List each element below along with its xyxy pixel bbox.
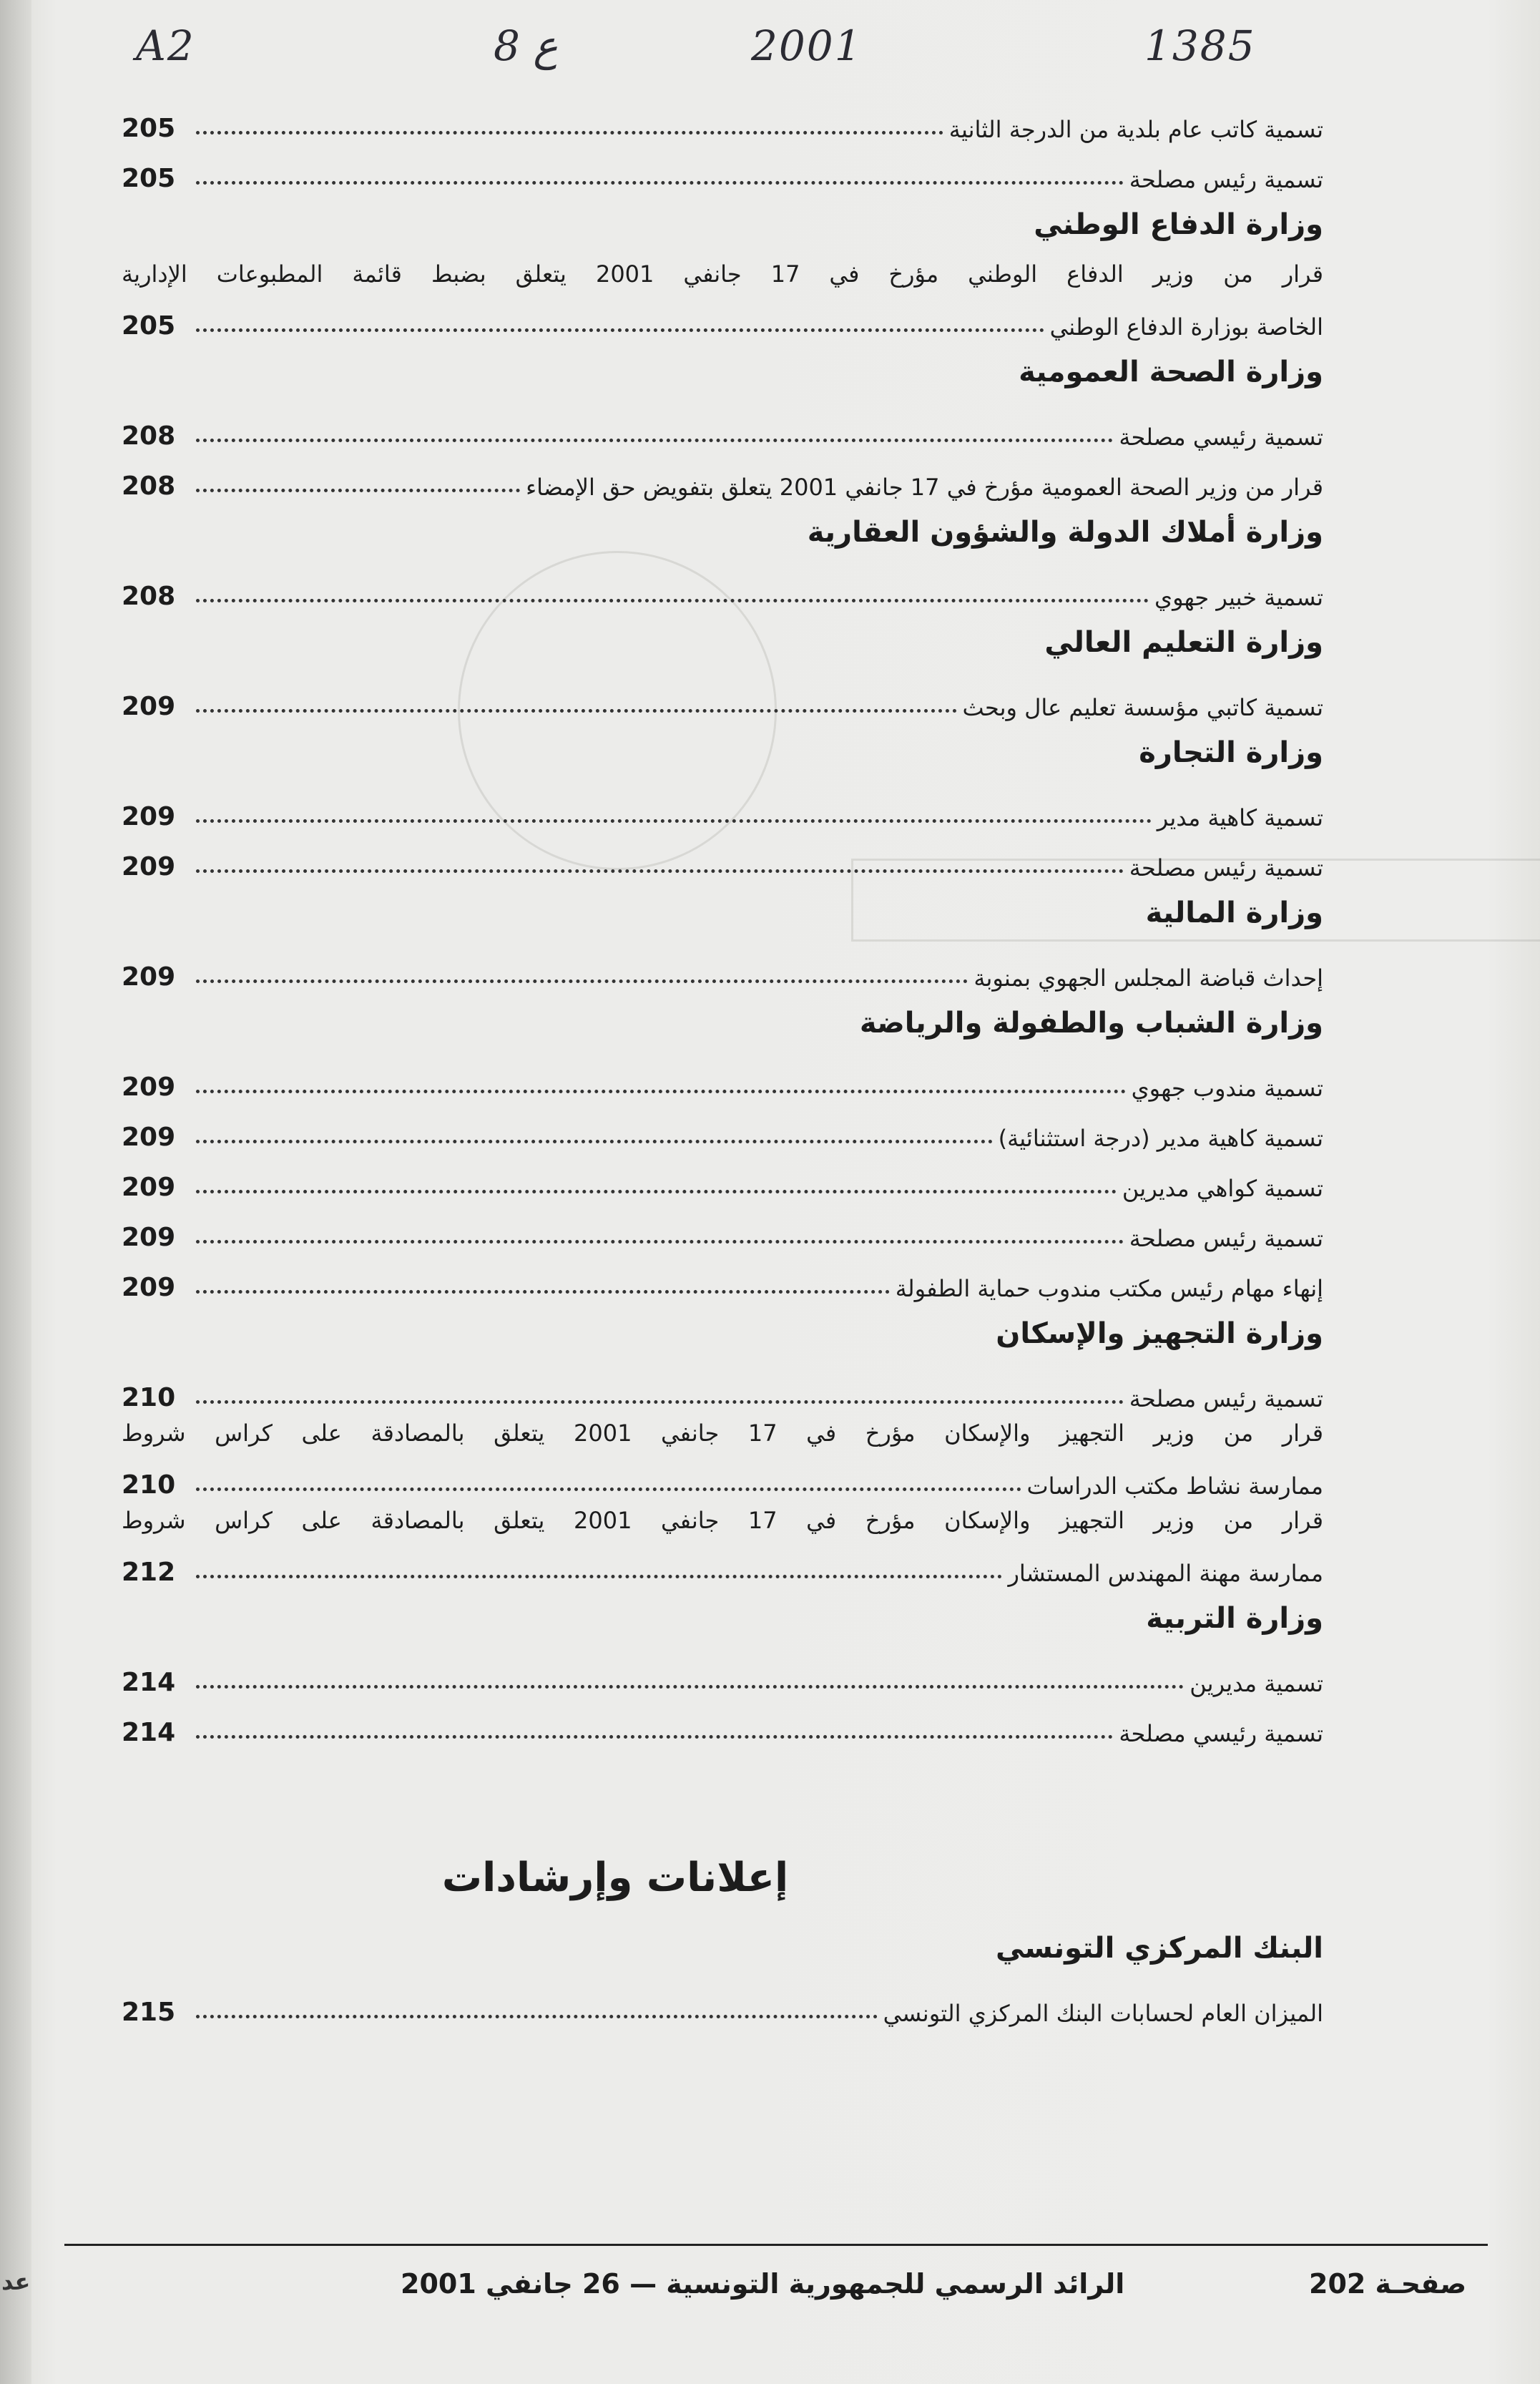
handwritten-note-3: 2001 bbox=[751, 21, 863, 70]
ministry-heading: وزارة الصحة العمومية bbox=[1019, 356, 1323, 389]
dot-leader bbox=[196, 436, 1113, 442]
ministry-heading: وزارة المالية bbox=[1145, 897, 1323, 929]
entry-title: تسمية مندوب جهوي bbox=[1131, 1075, 1323, 1102]
page-number: 212 bbox=[122, 1558, 176, 1587]
toc-entry[interactable] bbox=[122, 1052, 1323, 1102]
entry-title: الميزان العام لحسابات البنك المركزي التونسي bbox=[883, 2000, 1323, 2027]
dot-leader bbox=[196, 867, 1124, 873]
dot-leader bbox=[196, 977, 968, 983]
page-number: 208 bbox=[122, 582, 176, 611]
entry-title: تسمية كواهي مديرين bbox=[1122, 1175, 1323, 1202]
dot-leader bbox=[196, 707, 957, 713]
toc-entry[interactable] bbox=[122, 143, 1323, 193]
dot-leader bbox=[196, 1485, 1021, 1491]
ministry-heading: وزارة التعليم العالي bbox=[1044, 626, 1323, 659]
table-of-contents bbox=[122, 93, 1323, 2027]
entry-title: تسمية مديرين bbox=[1190, 1670, 1323, 1697]
page-number: 214 bbox=[122, 1668, 176, 1697]
toc-entry-multiline[interactable] bbox=[122, 1500, 1323, 1587]
dot-leader bbox=[196, 129, 943, 135]
ministry-heading: وزارة التجهيز والإسكان bbox=[996, 1317, 1323, 1350]
dot-leader bbox=[196, 1683, 1184, 1689]
entry-title: إحداث قباضة المجلس الجهوي بمنوبة bbox=[973, 964, 1323, 992]
dot-leader bbox=[196, 179, 1124, 185]
dot-leader bbox=[196, 2013, 878, 2018]
dot-leader bbox=[196, 817, 1152, 823]
dot-leader bbox=[196, 326, 1044, 332]
dot-leader bbox=[196, 1138, 993, 1143]
toc-entry[interactable] bbox=[122, 1697, 1323, 1747]
handwritten-note-4: 1385 bbox=[1144, 21, 1256, 70]
toc-entry[interactable] bbox=[122, 1152, 1323, 1202]
page-number: 208 bbox=[122, 472, 176, 501]
entry-title-line1: قرار من وزير التجهيز والإسكان مؤرخ في 17 جانفي 2001 يتعلق بالمصادقة على كراس شروط bbox=[122, 1420, 1324, 1447]
toc-entry[interactable] bbox=[122, 1647, 1323, 1697]
entry-title: تسمية كاهية مدير bbox=[1157, 804, 1323, 831]
ministry-heading: وزارة أملاك الدولة والشؤون العقارية bbox=[807, 516, 1323, 549]
entry-title: تسمية خبير جهوي bbox=[1154, 584, 1323, 611]
page-number: 209 bbox=[122, 692, 176, 721]
toc-entry[interactable] bbox=[122, 1977, 1323, 2027]
toc-entry[interactable] bbox=[122, 561, 1323, 611]
ministry-heading: وزارة الشباب والطفولة والرياضة bbox=[859, 1007, 1323, 1040]
entry-title: تسمية كاتبي مؤسسة تعليم عال وبحث bbox=[962, 694, 1323, 721]
entry-title-line2: الخاصة بوزارة الدفاع الوطني bbox=[1049, 313, 1323, 341]
handwritten-note-2: 8 ع bbox=[494, 21, 558, 70]
toc-entry[interactable] bbox=[122, 93, 1323, 143]
dot-leader bbox=[196, 1573, 1002, 1578]
page-edge-shadow bbox=[0, 0, 31, 2384]
page-footer bbox=[0, 2268, 1540, 2318]
announcements-title: إعلانات وإرشادات bbox=[441, 1855, 789, 1901]
entry-title: تسمية رئيس مصلحة bbox=[1129, 854, 1323, 881]
entry-title-line2: ممارسة نشاط مكتب الدراسات bbox=[1026, 1472, 1323, 1500]
entry-title-line1: قرار من وزير الدفاع الوطني مؤرخ في 17 جانفي 2001 يتعلق بضبط قائمة المطبوعات الإدارية bbox=[122, 260, 1324, 288]
ministry-heading: وزارة التربية bbox=[1146, 1602, 1323, 1635]
page-number: 209 bbox=[122, 1223, 176, 1252]
page-number: 205 bbox=[122, 311, 176, 341]
footer-edge-fragment: عد bbox=[1, 2268, 31, 2295]
entry-title: تسمية كاهية مدير (درجة استثنائية) bbox=[998, 1125, 1323, 1152]
page-number: 209 bbox=[122, 962, 176, 992]
entry-title: تسمية كاتب عام بلدية من الدرجة الثانية bbox=[948, 116, 1323, 143]
bank-heading: البنك المركزي التونسي bbox=[995, 1932, 1323, 1965]
toc-entry[interactable] bbox=[122, 781, 1323, 831]
toc-entry-multiline[interactable] bbox=[122, 253, 1323, 341]
page-number: 210 bbox=[122, 1383, 176, 1412]
toc-entry[interactable] bbox=[122, 1252, 1323, 1302]
toc-entry[interactable] bbox=[122, 401, 1323, 451]
page-number: 205 bbox=[122, 114, 176, 143]
toc-entry[interactable] bbox=[122, 831, 1323, 881]
entry-title: تسمية رئيس مصلحة bbox=[1129, 1385, 1323, 1412]
page-number: 205 bbox=[122, 164, 176, 193]
page-number: 209 bbox=[122, 1273, 176, 1302]
dot-leader bbox=[196, 1088, 1126, 1093]
dot-leader bbox=[196, 1188, 1117, 1193]
page-number: 209 bbox=[122, 1073, 176, 1102]
toc-entry[interactable] bbox=[122, 451, 1323, 501]
footer-divider bbox=[64, 2244, 1488, 2246]
ministry-heading: وزارة التجارة bbox=[1139, 736, 1323, 769]
entry-title: تسمية رئيسي مصلحة bbox=[1119, 424, 1323, 451]
footer-page-number: صفحـة 202 bbox=[1309, 2268, 1467, 2300]
page-number: 208 bbox=[122, 421, 176, 451]
entry-title-line1: قرار من وزير التجهيز والإسكان مؤرخ في 17 جانفي 2001 يتعلق بالمصادقة على كراس شروط bbox=[122, 1507, 1324, 1534]
entry-title: تسمية رئيس مصلحة bbox=[1129, 166, 1323, 193]
gazette-title-date: الرائد الرسمي للجمهورية التونسية — 26 جانفي 2001 bbox=[401, 2268, 1125, 2300]
entry-title: تسمية رئيسي مصلحة bbox=[1119, 1720, 1323, 1747]
toc-entry[interactable] bbox=[122, 942, 1323, 992]
page-number: 214 bbox=[122, 1718, 176, 1747]
page-number: 215 bbox=[122, 1998, 176, 2027]
page-number: 209 bbox=[122, 1173, 176, 1202]
handwritten-note-1: A2 bbox=[136, 21, 195, 70]
dot-leader bbox=[196, 1733, 1113, 1739]
toc-entry[interactable] bbox=[122, 671, 1323, 721]
page-number: 209 bbox=[122, 1123, 176, 1152]
dot-leader bbox=[196, 487, 520, 492]
page-number: 209 bbox=[122, 852, 176, 881]
page-number: 210 bbox=[122, 1470, 176, 1500]
toc-entry-multiline[interactable] bbox=[122, 1412, 1323, 1500]
toc-entry[interactable] bbox=[122, 1202, 1323, 1252]
dot-leader bbox=[196, 1238, 1124, 1244]
page-number: 209 bbox=[122, 802, 176, 831]
toc-entry[interactable] bbox=[122, 1362, 1323, 1412]
ministry-heading: وزارة الدفاع الوطني bbox=[1034, 208, 1323, 241]
entry-title-line2: ممارسة مهنة المهندس المستشار bbox=[1008, 1560, 1323, 1587]
entry-title: تسمية رئيس مصلحة bbox=[1129, 1225, 1323, 1252]
dot-leader bbox=[196, 1288, 890, 1294]
entry-title: إنهاء مهام رئيس مكتب مندوب حماية الطفولة bbox=[895, 1275, 1323, 1302]
toc-entry[interactable] bbox=[122, 1102, 1323, 1152]
entry-title: قرار من وزير الصحة العمومية مؤرخ في 17 جانفي 2001 يتعلق بتفويض حق الإمضاء bbox=[526, 474, 1323, 501]
dot-leader bbox=[196, 1398, 1124, 1404]
dot-leader bbox=[196, 597, 1149, 602]
